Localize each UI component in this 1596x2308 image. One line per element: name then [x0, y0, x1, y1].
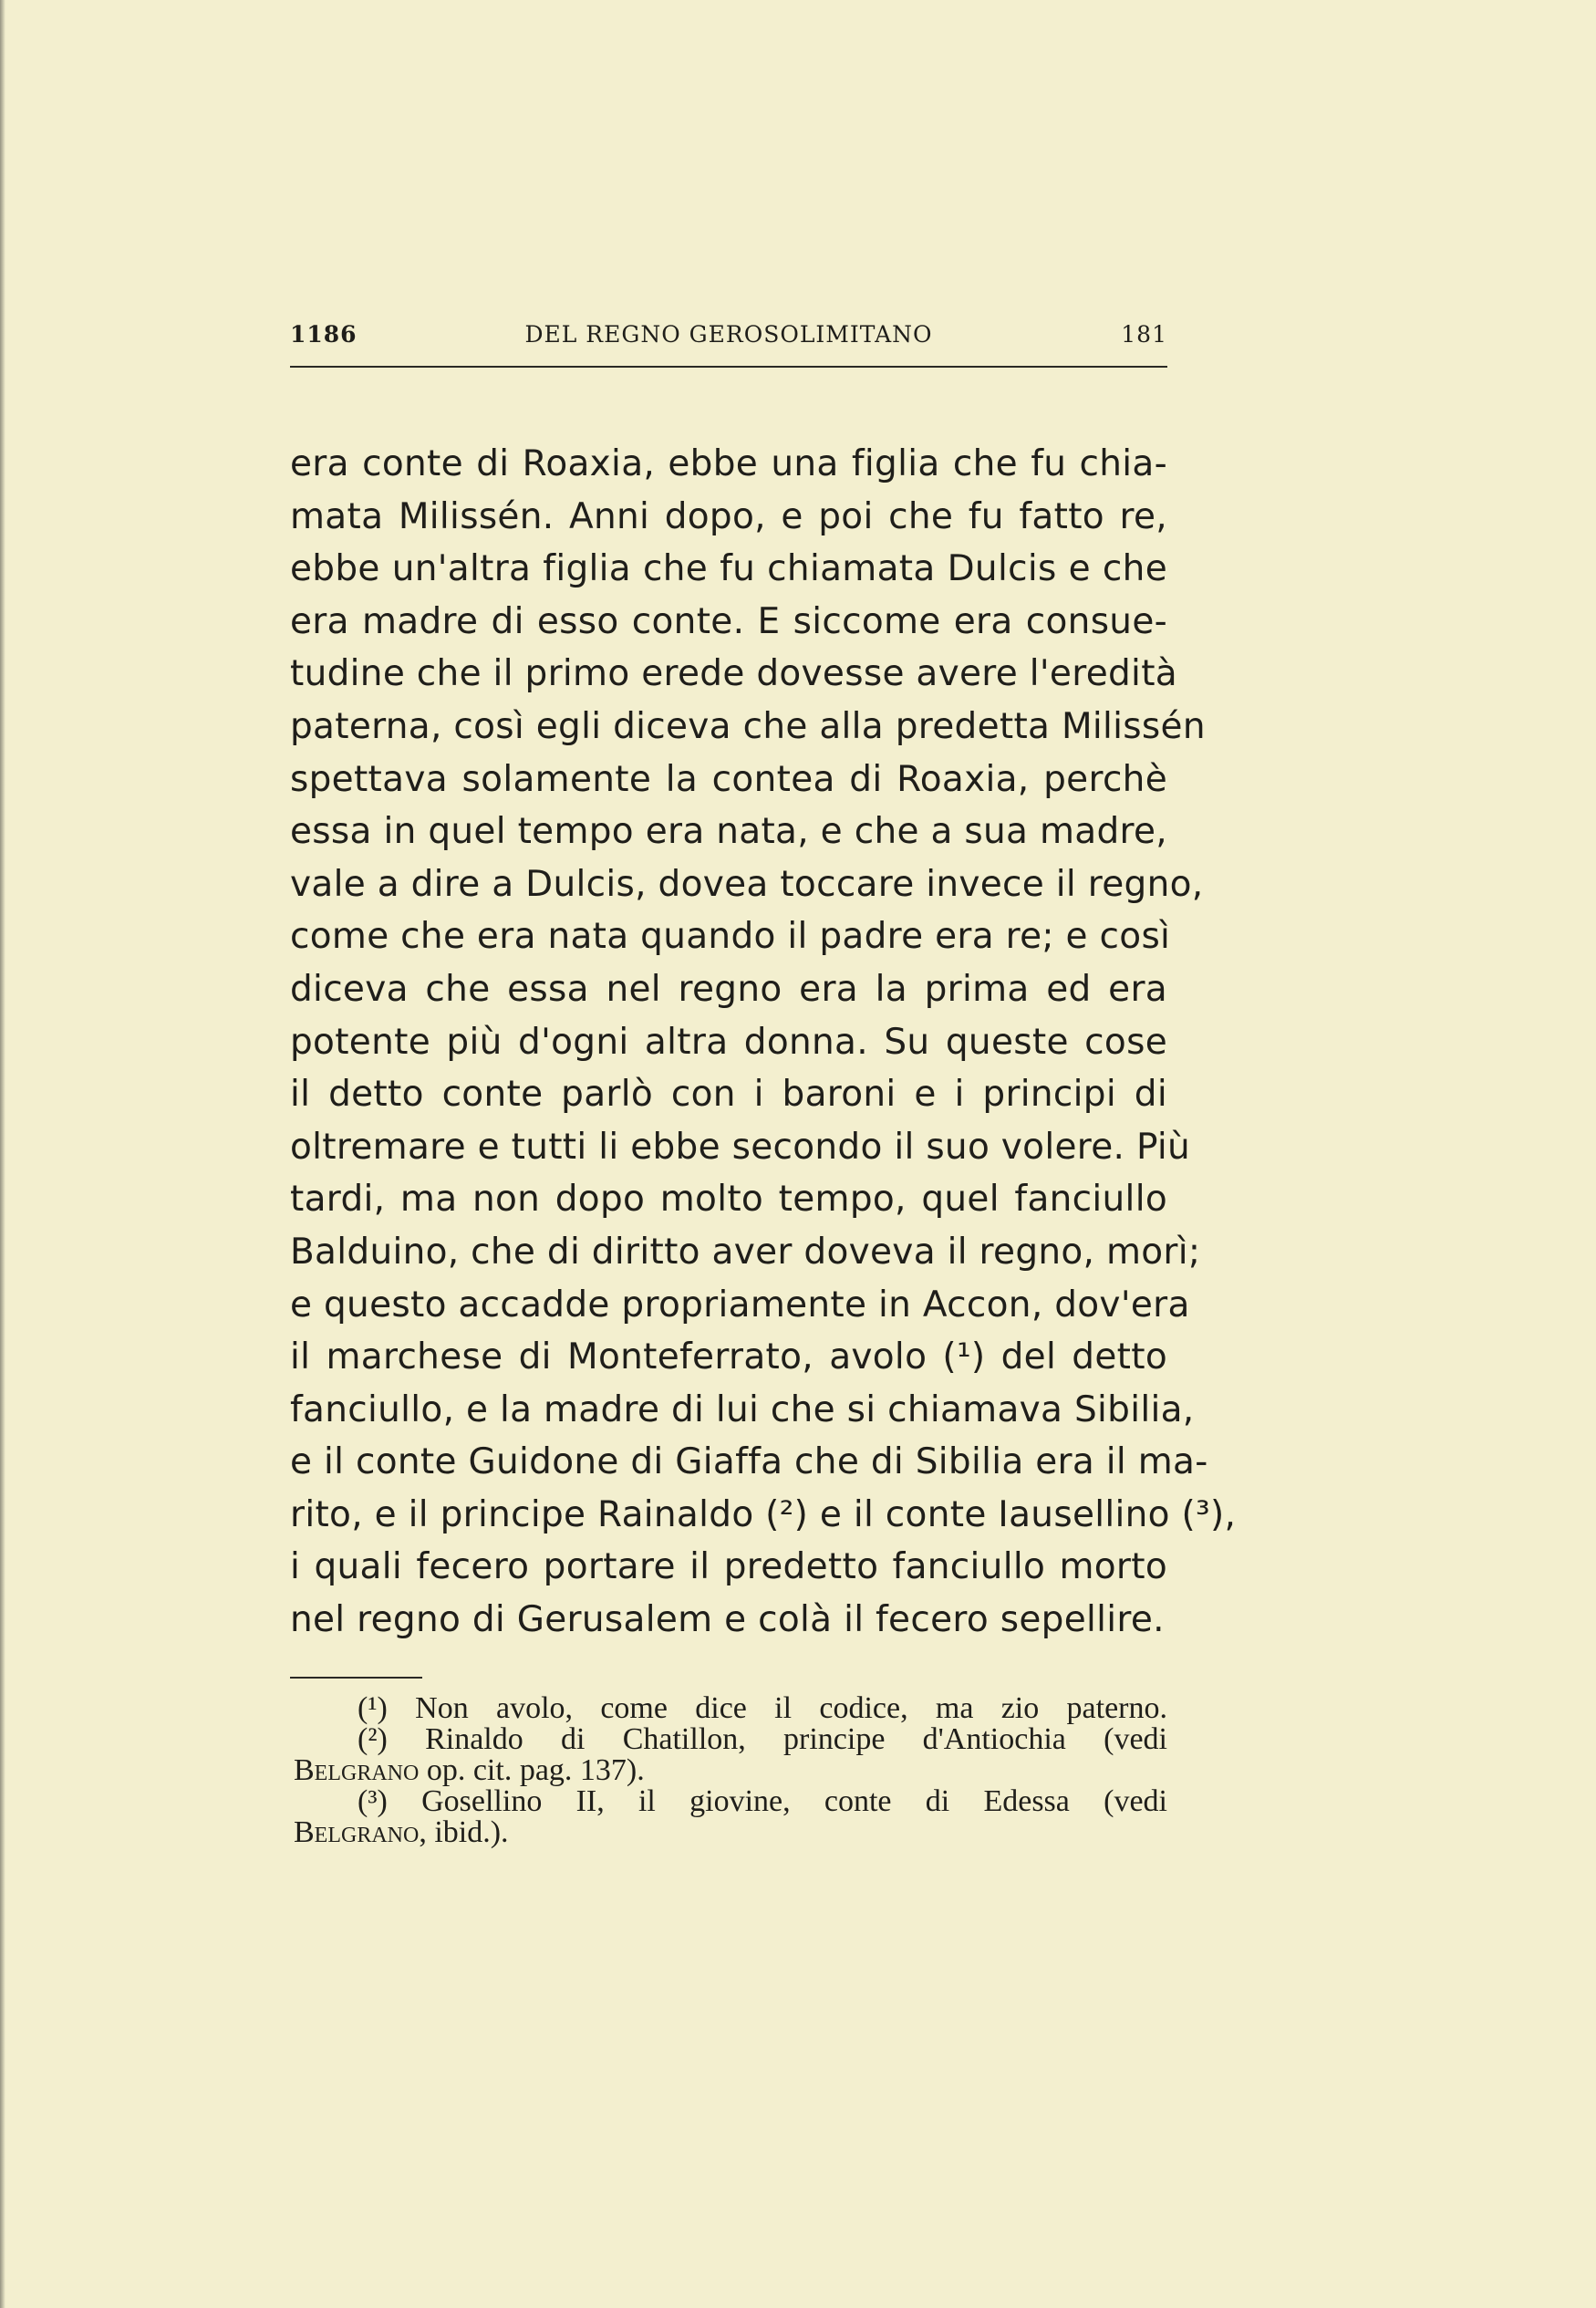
text-line: potente più d'ogni altra donna. Su queste cose	[290, 1021, 1167, 1063]
text-line: tudine che il primo erede dovesse avere l'eredità	[290, 653, 1177, 695]
text-line: paterna, così egli diceva che alla predetta Milissén	[290, 705, 1206, 747]
text-line: il detto conte parlò con i baroni e i principi di	[290, 1074, 1167, 1116]
text-line: i quali fecero portare il predetto fanciullo morto	[290, 1546, 1167, 1588]
footnotes	[294, 1693, 1167, 1848]
text-line: nel regno di Gerusalem e colà il fecero sepellire.	[290, 1599, 1165, 1641]
text-line: e questo accadde propriamente in Accon, dov'era	[290, 1284, 1190, 1326]
text-line: essa in quel tempo era nata, e che a sua madre,	[290, 811, 1167, 853]
text-line: rito, e il principe Rainaldo (²) e il conte Iausellino (³),	[290, 1493, 1237, 1535]
text-line: era madre di esso conte. E siccome era consue-	[290, 600, 1167, 642]
author-name: Belgrano	[294, 1753, 420, 1787]
header-title: DEL REGNO GEROSOLIMITANO	[524, 321, 933, 348]
citation: , ibid.).	[419, 1815, 509, 1849]
text-line: diceva che essa nel regno era la prima ed era	[290, 968, 1167, 1010]
text-line: fanciullo, e la madre di lui che si chiamava Sibilia,	[290, 1388, 1195, 1430]
text-line: vale a dire a Dulcis, dovea toccare invece il regno,	[290, 863, 1204, 905]
footnote-1: (¹) Non avolo, come dice il codice, ma zio paterno.	[358, 1691, 1167, 1725]
footnote-rule	[290, 1677, 422, 1679]
body-text	[290, 438, 1237, 1647]
text-line: oltremare e tutti li ebbe secondo il suo volere. Più	[290, 1126, 1191, 1168]
header-year: 1186	[290, 321, 358, 348]
text-line: era conte di Roaxia, ebbe una figlia che fu chia-	[290, 443, 1167, 484]
footnote-3-continuation	[294, 1817, 1167, 1848]
text-line: tardi, ma non dopo molto tempo, quel fanciullo	[290, 1179, 1167, 1221]
text-line: il marchese di Monteferrato, avolo (¹) del detto	[290, 1336, 1167, 1378]
footnote-3: (³) Gosellino II, il giovine, conte di Edessa (vedi	[358, 1784, 1167, 1818]
citation: op. cit. pag. 137).	[426, 1753, 645, 1787]
text-line: e il conte Guidone di Giaffa che di Sibilia era il ma-	[290, 1441, 1208, 1483]
header-rule	[290, 366, 1167, 368]
text-line: Balduino, che di diritto aver doveva il regno, morì;	[290, 1231, 1201, 1273]
text-line: mata Milissén. Anni dopo, e poi che fu fatto re,	[290, 495, 1167, 537]
footnote-2: (²) Rinaldo di Chatillon, principe d'Antiochia (vedi	[358, 1722, 1167, 1756]
text-line: ebbe un'altra figlia che fu chiamata Dulcis e che	[290, 548, 1167, 590]
text-line: come che era nata quando il padre era re; e così	[290, 916, 1171, 958]
page-number: 181	[1121, 321, 1167, 348]
running-header	[290, 321, 1167, 361]
author-name: Belgrano	[294, 1815, 420, 1849]
footnote-2-continuation	[294, 1755, 1167, 1786]
text-line: spettava solamente la contea di Roaxia, perchè	[290, 758, 1167, 800]
page-edge-shadow	[0, 0, 5, 2308]
